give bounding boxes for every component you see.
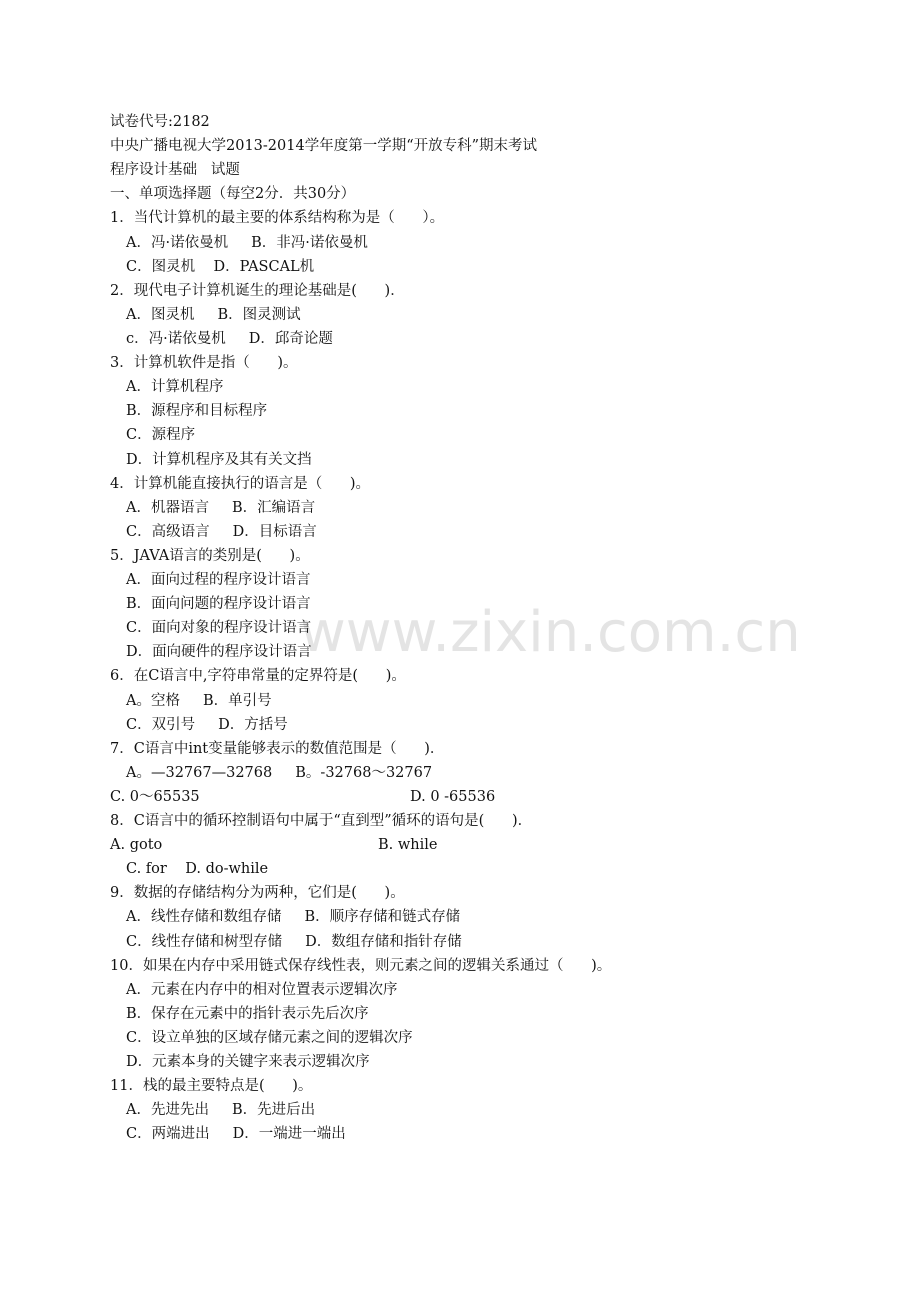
question-11-options: C．两端进出 D．一端进一端出 — [126, 1126, 346, 1142]
question-10-option: B．保存在元素中的指针表示先后次序 — [126, 1006, 369, 1022]
question-6-stem: 6．在C语言中,字符串常量的定界符是( )。 — [110, 668, 406, 684]
question-5-option: B．面向问题的程序设计语言 — [126, 596, 311, 612]
question-7-option-c: C. 0～65535 — [110, 789, 200, 805]
question-10-option: D．元素本身的关键字来表示逻辑次序 — [126, 1054, 370, 1070]
subject-title: 程序设计基础 试题 — [110, 162, 240, 178]
section-heading: 一、单项选择题（每空2分．共30分） — [110, 186, 356, 202]
question-3-option: D．计算机程序及其有关文挡 — [126, 452, 312, 468]
question-10-option: C．设立单独的区域存储元素之间的逻辑次序 — [126, 1030, 413, 1046]
question-9-stem: 9．数据的存储结构分为两种，它们是( )。 — [110, 885, 405, 901]
question-2-stem: 2．现代电子计算机诞生的理论基础是( )． — [110, 283, 405, 299]
question-5-option: A．面向过程的程序设计语言 — [126, 572, 311, 588]
question-3-option: C．源程序 — [126, 427, 196, 443]
exam-code: 试卷代号:2182 — [110, 114, 210, 130]
question-1-options: C．图灵机 D．PASCAL机 — [126, 259, 315, 275]
question-3-option: A．计算机程序 — [126, 379, 224, 395]
question-5-stem: 5．JAVA语言的类别是( )。 — [110, 548, 310, 564]
question-6-options: C．双引号 D．方括号 — [126, 717, 288, 733]
question-10-stem: 10．如果在内存中采用链式保存线性表，则元素之间的逻辑关系通过（ )。 — [110, 958, 612, 974]
question-4-stem: 4．计算机能直接执行的语言是（ )。 — [110, 476, 371, 492]
question-5-option: D．面向硬件的程序设计语言 — [126, 644, 312, 660]
question-6-options: A。空格 B．单引号 — [126, 693, 272, 709]
exam-title: 中央广播电视大学2013-2014学年度第一学期“开放专科”期末考试 — [110, 138, 538, 154]
question-9-options: C．线性存储和树型存储 D．数组存储和指针存储 — [126, 934, 462, 950]
question-8-option-b: B. while — [378, 837, 438, 853]
question-7-options: A。—32767—32768 B。-32768～32767 — [126, 765, 433, 781]
question-3-option: B．源程序和目标程序 — [126, 403, 268, 419]
question-2-options: c．冯·诺依曼机 D．邱奇论题 — [126, 331, 333, 347]
question-8-options: C. for D. do-while — [126, 861, 269, 877]
question-10-option: A．元素在内存中的相对位置表示逻辑次序 — [126, 982, 398, 998]
question-9-options: A．线性存储和数组存储 B．顺序存储和链式存储 — [126, 909, 461, 925]
question-8-option-a: A. goto — [110, 837, 163, 853]
question-5-option: C．面向对象的程序设计语言 — [126, 620, 312, 636]
question-7-stem: 7．C语言中int变量能够表示的数值范围是（ )． — [110, 741, 445, 757]
question-4-options: C．高级语言 D．目标语言 — [126, 524, 317, 540]
question-1-stem: 1．当代计算机的最主要的体系结构称为是（ ）。 — [110, 210, 445, 226]
question-11-stem: 11．栈的最主要特点是( )。 — [110, 1078, 313, 1094]
question-3-stem: 3．计算机软件是指（ )。 — [110, 355, 298, 371]
question-11-options: A．先进先出 B．先进后出 — [126, 1102, 316, 1118]
question-7-option-d: D. 0 -65536 — [410, 789, 496, 805]
watermark: www.zixin.com.cn — [300, 600, 801, 665]
question-8-stem: 8．C语言中的循环控制语句中属于“直到型”循环的语句是( )． — [110, 813, 533, 829]
question-4-options: A．机器语言 B．汇编语言 — [126, 500, 316, 516]
question-2-options: A．图灵机 B．图灵测试 — [126, 307, 301, 323]
question-1-options: A．冯·诺依曼机 B．非冯·诺依曼机 — [126, 235, 368, 251]
